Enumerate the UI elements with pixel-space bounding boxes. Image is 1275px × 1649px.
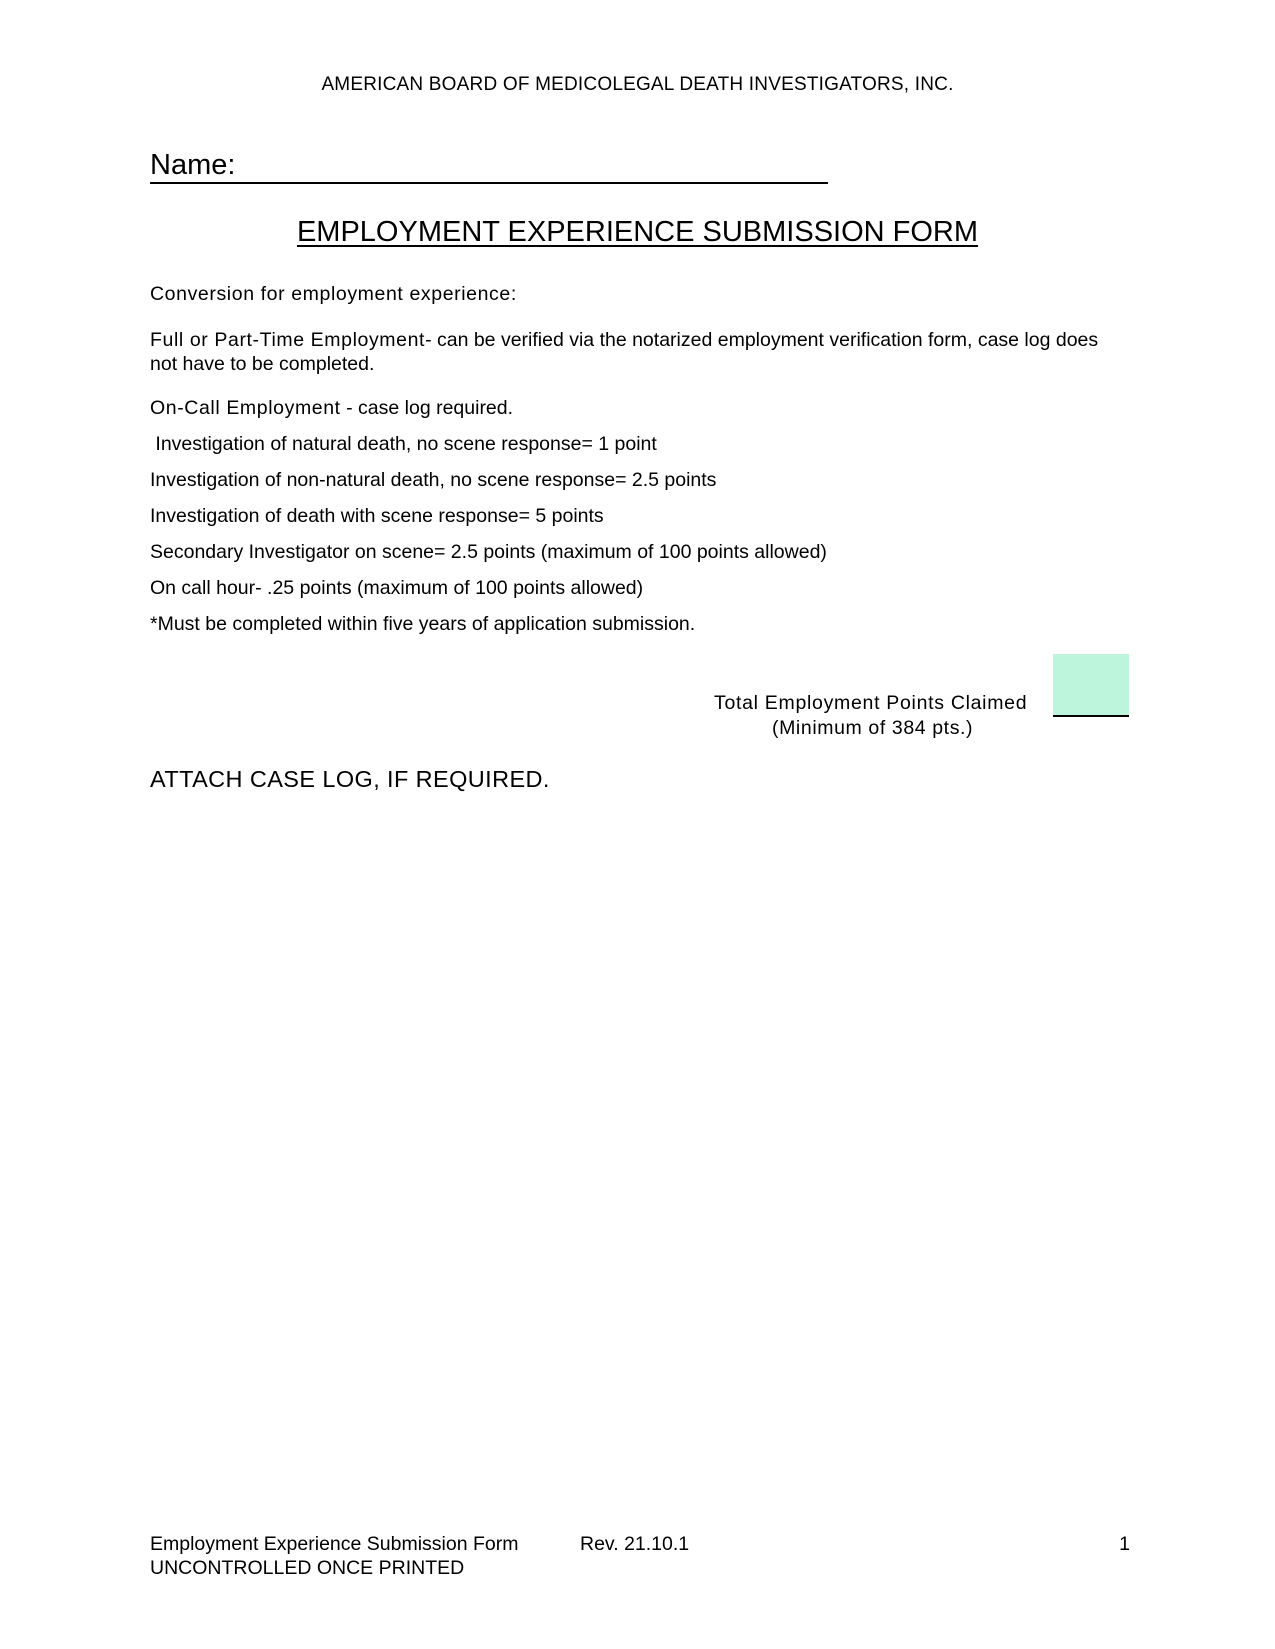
rule-scene-response: Investigation of death with scene response= 5 points — [150, 505, 604, 527]
full-part-time-label: Full or Part-Time Employment — [150, 329, 426, 351]
full-part-time-text: - can be verified via the notarized employment verification form, case log does not have to be completed. — [150, 329, 1099, 375]
rule-on-call-hour: On call hour- .25 points (maximum of 100 points allowed) — [150, 577, 644, 599]
form-title: EMPLOYMENT EXPERIENCE SUBMISSION FORM — [296, 216, 979, 248]
total-points-label: Total Employment Points Claimed — [714, 692, 1028, 714]
on-call-paragraph — [150, 396, 513, 420]
name-field[interactable] — [150, 148, 828, 184]
conversion-heading: Conversion for employment experience: — [150, 283, 517, 305]
full-part-time-paragraph — [150, 328, 1130, 376]
rule-secondary-investigator: Secondary Investigator on scene= 2.5 points (maximum of 100 points allowed) — [150, 541, 827, 563]
name-label: Name: — [150, 149, 236, 181]
total-points-field[interactable] — [1053, 654, 1129, 717]
on-call-text: - case log required. — [340, 397, 514, 419]
on-call-label: On-Call Employment — [150, 397, 341, 419]
rule-non-natural-death: Investigation of non-natural death, no scene response= 2.5 points — [150, 469, 717, 491]
minimum-points-note: (Minimum of 384 pts.) — [772, 717, 974, 739]
footer-form-name: Employment Experience Submission Form — [150, 1533, 519, 1555]
attach-case-log-note: ATTACH CASE LOG, IF REQUIRED. — [150, 766, 550, 792]
rule-five-year-note: *Must be completed within five years of application submission. — [150, 613, 696, 635]
footer-page-number: 1 — [1119, 1533, 1130, 1555]
footer-revision: Rev. 21.10.1 — [580, 1533, 690, 1555]
footer-uncontrolled-note: UNCONTROLLED ONCE PRINTED — [150, 1557, 465, 1579]
organization-header: AMERICAN BOARD OF MEDICOLEGAL DEATH INVESTIGATORS, INC. — [321, 74, 954, 95]
rule-natural-death: Investigation of natural death, no scene response= 1 point — [150, 433, 657, 455]
